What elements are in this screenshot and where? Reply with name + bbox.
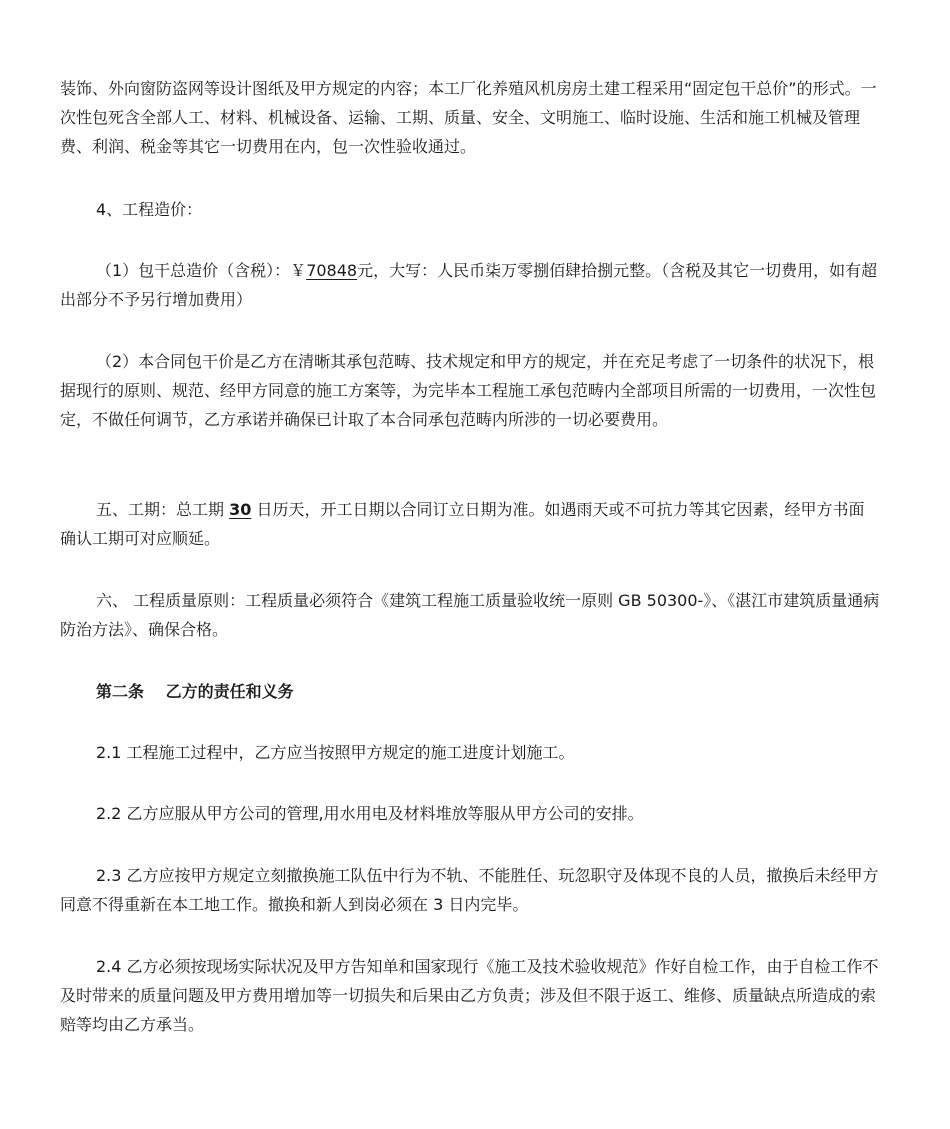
total-price-suffix: 元，大写：人民币柒万零捌佰肆拾捌元整。（含税及其它一切费用，如有超出部分不予另行增加费用） [60,261,878,309]
paragraph-construction-period [60,495,880,553]
paragraph-project-cost-heading: 4、工程造价： [96,200,203,219]
total-price-prefix: （1）包干总造价（含税）：￥ [96,261,307,280]
period-days: 30 [229,500,252,519]
clause-2-2: 2.2 乙方应服从甲方公司的管理,用水用电及材料堆放等服从甲方公司的安排。 [96,804,644,823]
clause-2-4: 2.4 乙方必须按现场实际状况及甲方告知单和国家现行《施工及技术验收规范》作好自检工作，由于自检工作不及时带来的质量问题及甲方费用增加等一切损失和后果由乙方负责；涉及但不限于返工、维修、质量缺点所造成的索赔等均由乙方承当。 [60,957,879,1034]
period-prefix: 五、工期：总工期 [96,500,230,519]
paragraph-quality-standard: 六、 工程质量原则：工程质量必须符合《建筑工程施工质量验收统一原则 GB 50300-》、《湛江市建筑质量通病防治方法》、确保合格。 [60,591,880,639]
section-heading-party-b-duties: 第二条 乙方的责任和义务 [96,682,294,701]
clause-2-3: 2.3 乙方应按甲方规定立刻撤换施工队伍中行为不轨、不能胜任、玩忽职守及体现不良的人员，撤换后未经甲方同意不得重新在本工地工作。撤换和新人到岗必须在 3 日内完毕。 [60,866,879,914]
paragraph-contract-scope: 装饰、外向窗防盗网等设计图纸及甲方规定的内容；本工厂化养殖风机房房土建工程采用“固定包干总价”的形式。一次性包死含全部人工、材料、机械设备、运输、工期、质量、安全、文明施工、临时设施、生活和施工机械及管理费、利润、税金等其它一切费用在内，包一次性验收通过。 [60,79,877,156]
clause-2-1: 2.1 工程施工过程中，乙方应当按照甲方规定的施工进度计划施工。 [96,743,575,762]
paragraph-fixed-price-terms: （2）本合同包干价是乙方在清晰其承包范畴、技术规定和甲方的规定，并在充足考虑了一切条件的状况下，根据现行的原则、规范、经甲方同意的施工方案等，为完毕本工程施工承包范畴内全部项目所需的一切费用，一次性包定，不做任何调节，乙方承诺并确保已计取了本合同承包范畴内所涉的一切必要费用。 [60,352,877,429]
period-suffix: 日历天，开工日期以合同订立日期为准。如遇雨天或不可抗力等其它因素，经甲方书面确认工期可对应顺延。 [60,500,865,548]
paragraph-total-price [60,256,880,314]
total-price-amount: 70848 [306,261,358,280]
